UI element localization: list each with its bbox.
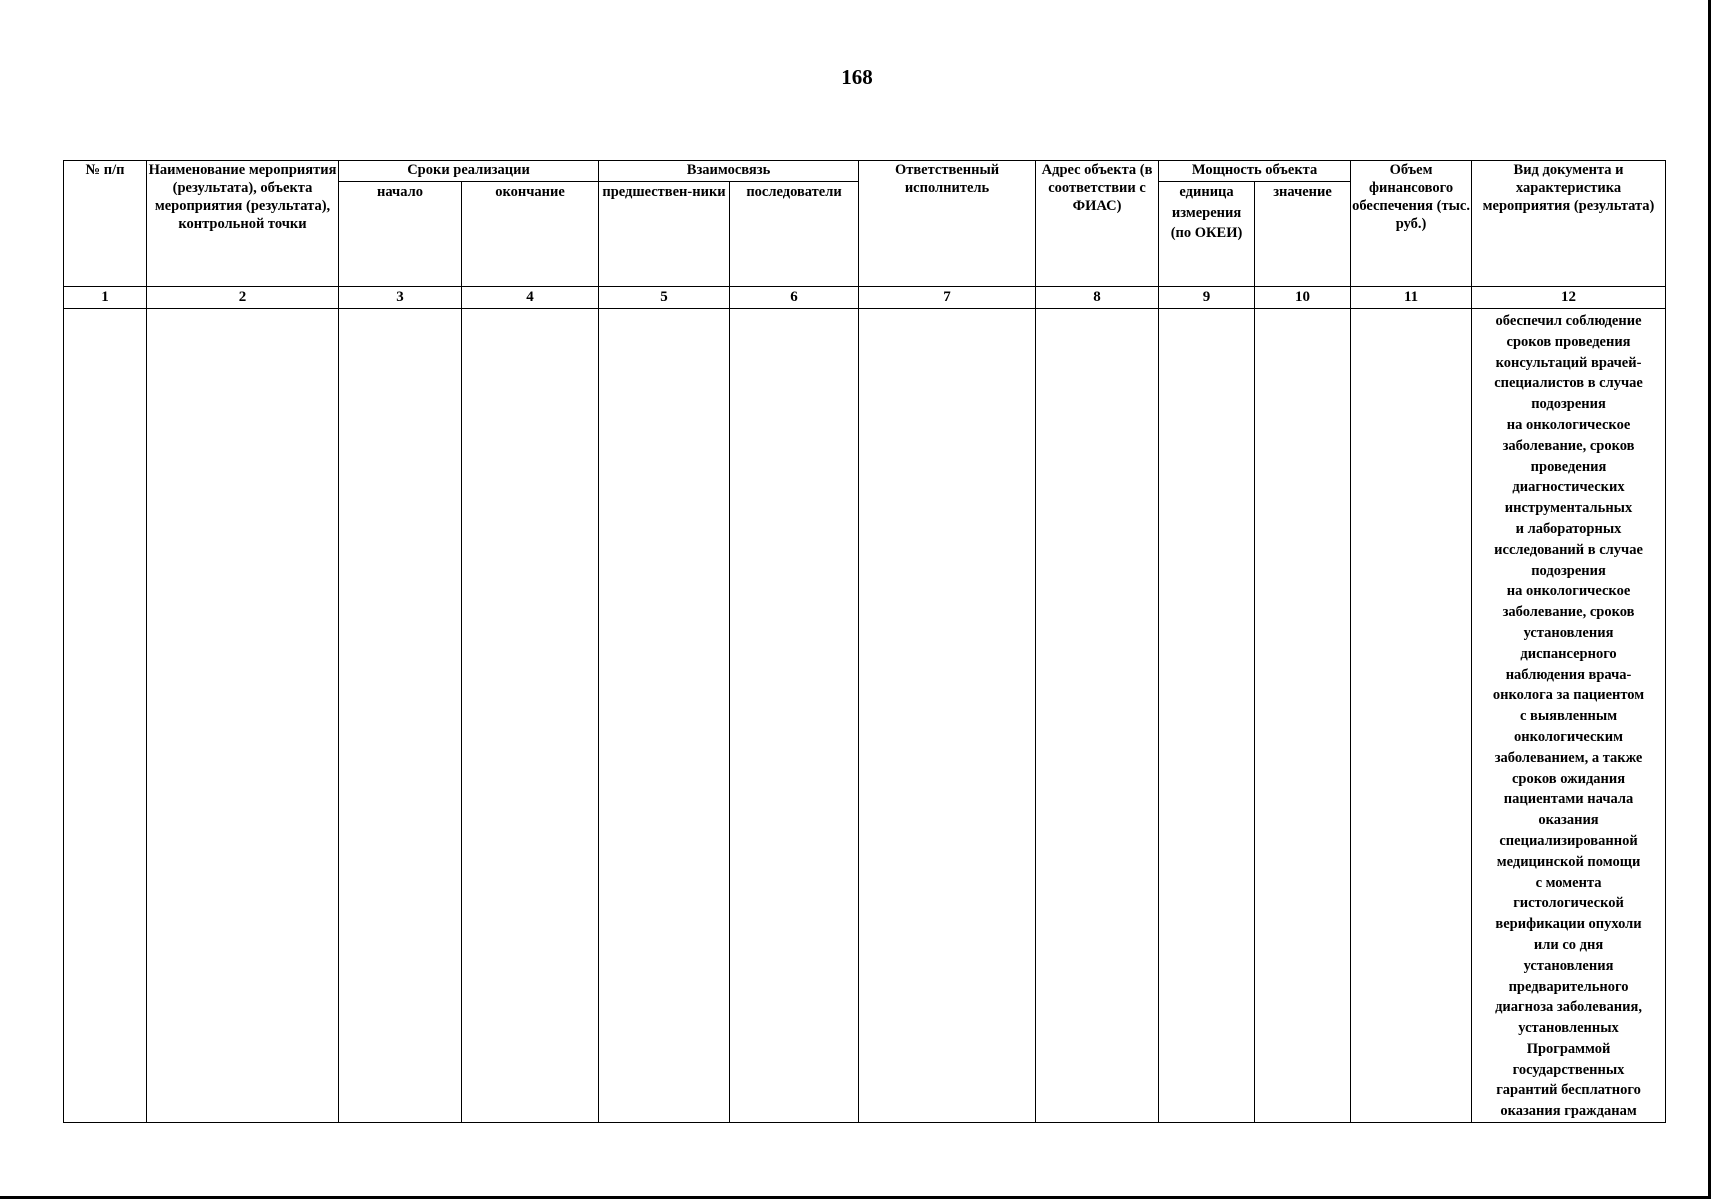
header-start: начало: [339, 182, 462, 287]
doc-description-line: диагноза заболевания,: [1495, 999, 1642, 1016]
header-end: окончание: [462, 182, 599, 287]
doc-description-line: гистологической: [1513, 895, 1624, 912]
doc-description-line: или со дня: [1533, 936, 1604, 953]
header-address: Адрес объекта (в соответствии с ФИАС): [1036, 161, 1159, 287]
doc-description-line: онколога за пациентом: [1492, 687, 1645, 704]
doc-description-line: установления: [1523, 957, 1614, 974]
header-responsible: Ответственный исполнитель: [859, 161, 1036, 287]
column-number: 3: [339, 287, 462, 309]
doc-description-line: на онкологическое: [1506, 583, 1631, 600]
header-row-group: [64, 161, 1666, 182]
doc-description-line: установленных: [1518, 1020, 1619, 1037]
doc-description-line: сроков ожидания: [1511, 770, 1626, 787]
doc-description-line: специализированной: [1499, 832, 1638, 849]
doc-description-line: на онкологическое: [1506, 416, 1631, 433]
doc-description-line: государственных: [1512, 1061, 1625, 1078]
header-name: Наименование мероприятия (результата), объекта мероприятия (результата), контрольной точки: [147, 161, 339, 287]
doc-description-line: с выявленным: [1519, 708, 1618, 725]
doc-description-line: инструментальных: [1504, 500, 1633, 517]
column-number: 9: [1159, 287, 1255, 309]
doc-description-line: проведения: [1530, 458, 1607, 475]
cell-doc-description: [1472, 309, 1666, 1123]
doc-description-line: медицинской помощи: [1496, 853, 1641, 870]
doc-description-line: оказания: [1538, 812, 1599, 829]
doc-description-line: гарантий бесплатного: [1496, 1082, 1641, 1099]
column-number: 1: [64, 287, 147, 309]
cell-successors: [730, 309, 859, 1123]
column-number: 12: [1472, 287, 1666, 309]
doc-description-line: диспансерного: [1520, 645, 1617, 662]
doc-description-line: консультаций врачей-: [1495, 354, 1642, 371]
cell-responsible: [859, 309, 1036, 1123]
doc-description-line: обеспечил соблюдение: [1495, 313, 1642, 329]
column-number: 2: [147, 287, 339, 309]
doc-description-line: и лабораторных: [1515, 520, 1622, 537]
column-number-row: [64, 287, 1666, 309]
column-number: 6: [730, 287, 859, 309]
doc-description-line: подозрения: [1531, 396, 1606, 413]
doc-description-line: сроков проведения: [1506, 333, 1631, 350]
column-number: 4: [462, 287, 599, 309]
cell-unit: [1159, 309, 1255, 1123]
table-row: [64, 309, 1666, 1123]
column-number: 5: [599, 287, 730, 309]
doc-description-line: верификации опухоли: [1495, 916, 1642, 933]
column-number: 7: [859, 287, 1036, 309]
doc-description-line: с момента: [1535, 874, 1602, 891]
doc-description-line: исследований в случае: [1494, 541, 1643, 558]
header-doc-type: Вид документа и характеристика мероприятия (результата): [1472, 161, 1666, 287]
header-relation: Взаимосвязь: [599, 161, 859, 182]
header-deadlines: Сроки реализации: [339, 161, 599, 182]
cell-end: [462, 309, 599, 1123]
header-no: № п/п: [64, 161, 147, 287]
header-predecessors: предшествен-ники: [599, 182, 730, 287]
cell-predecessors: [599, 309, 730, 1123]
doc-description-line: заболевание, сроков: [1502, 437, 1635, 454]
doc-description-line: Программой: [1526, 1040, 1611, 1057]
doc-description-line: заболевание, сроков: [1502, 604, 1635, 621]
doc-description-line: предварительного: [1508, 978, 1629, 995]
cell-address: [1036, 309, 1159, 1123]
plan-table: [63, 160, 1666, 1123]
doc-description-line: специалистов в случае: [1494, 375, 1643, 392]
header-capacity: Мощность объекта: [1159, 161, 1351, 182]
cell-financing: [1351, 309, 1472, 1123]
column-number: 11: [1351, 287, 1472, 309]
doc-description-line: заболеванием, а также: [1494, 749, 1643, 766]
doc-description-line: оказания гражданам: [1500, 1103, 1637, 1120]
header-value: значение: [1255, 182, 1351, 287]
page-number: 168: [841, 65, 873, 89]
column-number: 8: [1036, 287, 1159, 309]
column-number: 10: [1255, 287, 1351, 309]
doc-description-line: подозрения: [1531, 562, 1606, 579]
doc-description-line: диагностических: [1512, 479, 1625, 496]
doc-description-line: пациентами начала: [1503, 791, 1634, 808]
cell-name: [147, 309, 339, 1123]
header-financing: Объем финансового обеспечения (тыс. руб.): [1351, 161, 1472, 287]
doc-description-line: установления: [1523, 624, 1614, 641]
doc-description-line: наблюдения врача-: [1505, 666, 1632, 683]
cell-start: [339, 309, 462, 1123]
cell-no: [64, 309, 147, 1123]
header-unit: единица измерения (по ОКЕИ): [1159, 182, 1255, 287]
doc-description-line: онкологическим: [1514, 728, 1624, 745]
cell-value: [1255, 309, 1351, 1123]
header-successors: последователи: [730, 182, 859, 287]
